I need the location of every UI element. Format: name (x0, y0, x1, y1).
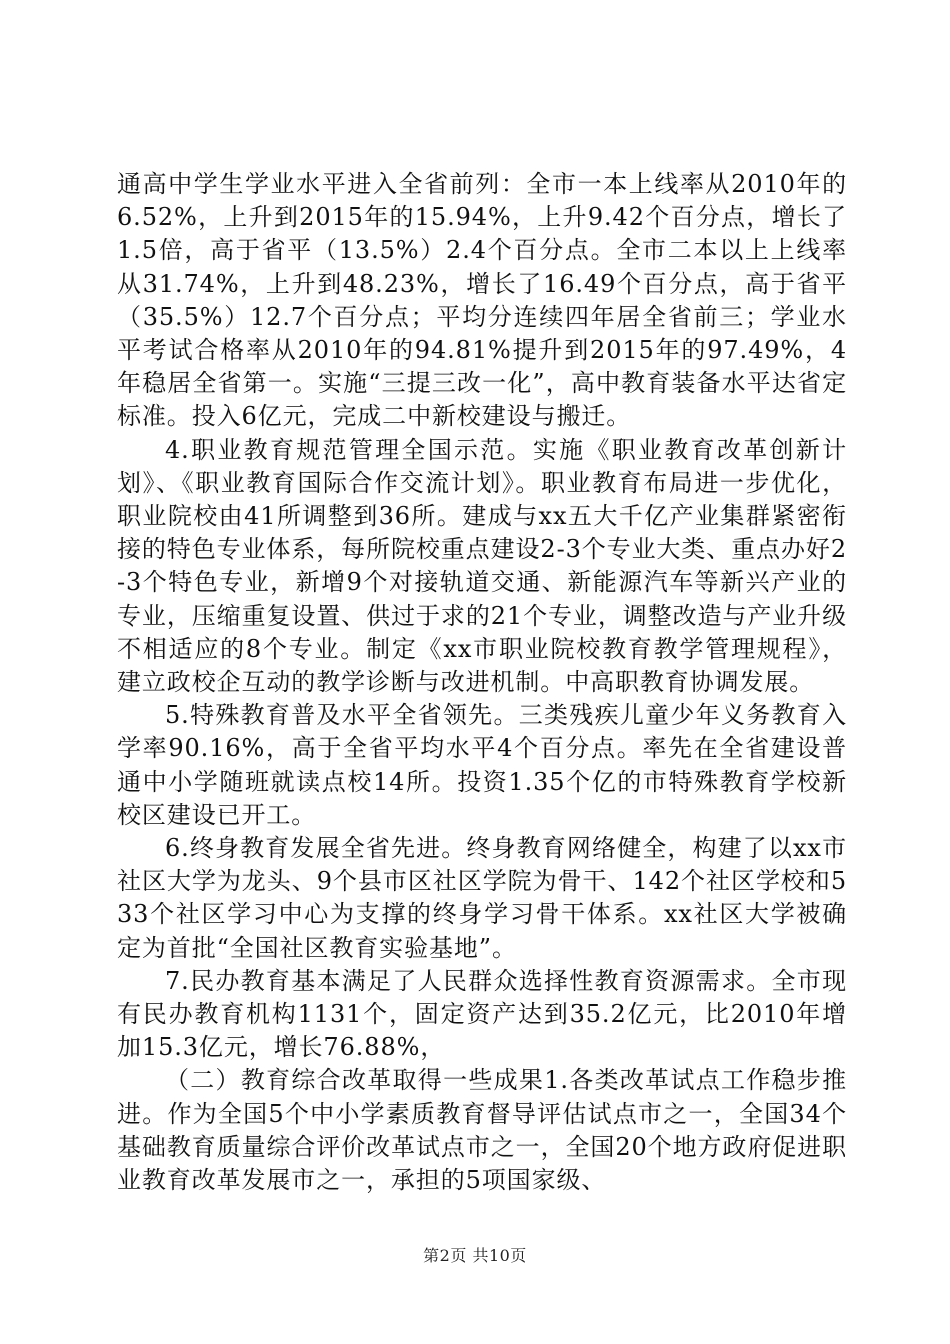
paragraph-reform-results: （二）教育综合改革取得一些成果1.各类改革试点工作稳步推进。作为全国5个中小学素质教育督导评估试点市之一，全国34个基础教育质量综合评价改革试点市之一，全国20个地方政府促进职业教育改革发展市之一，承担的5项国家级、 (117, 1066, 847, 1195)
page-number-footer: 第2页 共10页 (423, 1246, 527, 1265)
paragraph-special-education: 5.特殊教育普及水平全省领先。三类残疾儿童少年义务教育入学率90.16%，高于全省平均水平4个百分点。率先在全省建设普通中小学随班就读点校14所。投资1.35个亿的市特殊教育学校新校区建设已开工。 (117, 701, 847, 829)
paragraph-private-education: 7.民办教育基本满足了人民群众选择性教育资源需求。全市现有民办教育机构1131个，固定资产达到35.2亿元，比2010年增加15.3亿元，增长76.88%， (117, 966, 847, 1062)
paragraph-lifelong-education: 6.终身教育发展全省先进。终身教育网络健全，构建了以xx市社区大学为龙头、9个县市区社区学院为骨干、142个社区学校和533个社区学习中心为支撑的终身学习骨干体系。xx社区大学被确定为首批“全国社区教育实验基地”。 (117, 834, 847, 962)
document-body (117, 168, 847, 1197)
paragraph-continuation: 通高中学生学业水平进入全省前列：全市一本上线率从2010年的6.52%，上升到2015年的15.94%，上升9.42个百分点，增长了1.5倍，高于省平（13.5%）2.4个百分点。全市二本以上上线率从31.74%，上升到48.23%，增长了16.49个百分点，高于省平（35.5%）12.7个百分点；平均分连续四年居全省前三；学业水平考试合格率从2010年的94.81%提升到2015年的97.49%，4年稳居全省第一。实施“三提三改一化”，高中教育装备水平达省定标准。投入6亿元，完成二中新校建设与搬迁。 (117, 170, 847, 431)
paragraph-vocational-education: 4.职业教育规范管理全国示范。实施《职业教育改革创新计划》、《职业教育国际合作交流计划》。职业教育布局进一步优化，职业院校由41所调整到36所。建成与xx五大千亿产业集群紧密衔接的特色专业体系，每所院校重点建设2-3个专业大类、重点办好2-3个特色专业，新增9个对接轨道交通、新能源汽车等新兴产业的专业，压缩重复设置、供过于求的21个专业，调整改造与产业升级不相适应的8个专业。制定《xx市职业院校教育教学管理规程》，建立政校企互动的教学诊断与改进机制。中高职教育协调发展。 (117, 435, 847, 697)
